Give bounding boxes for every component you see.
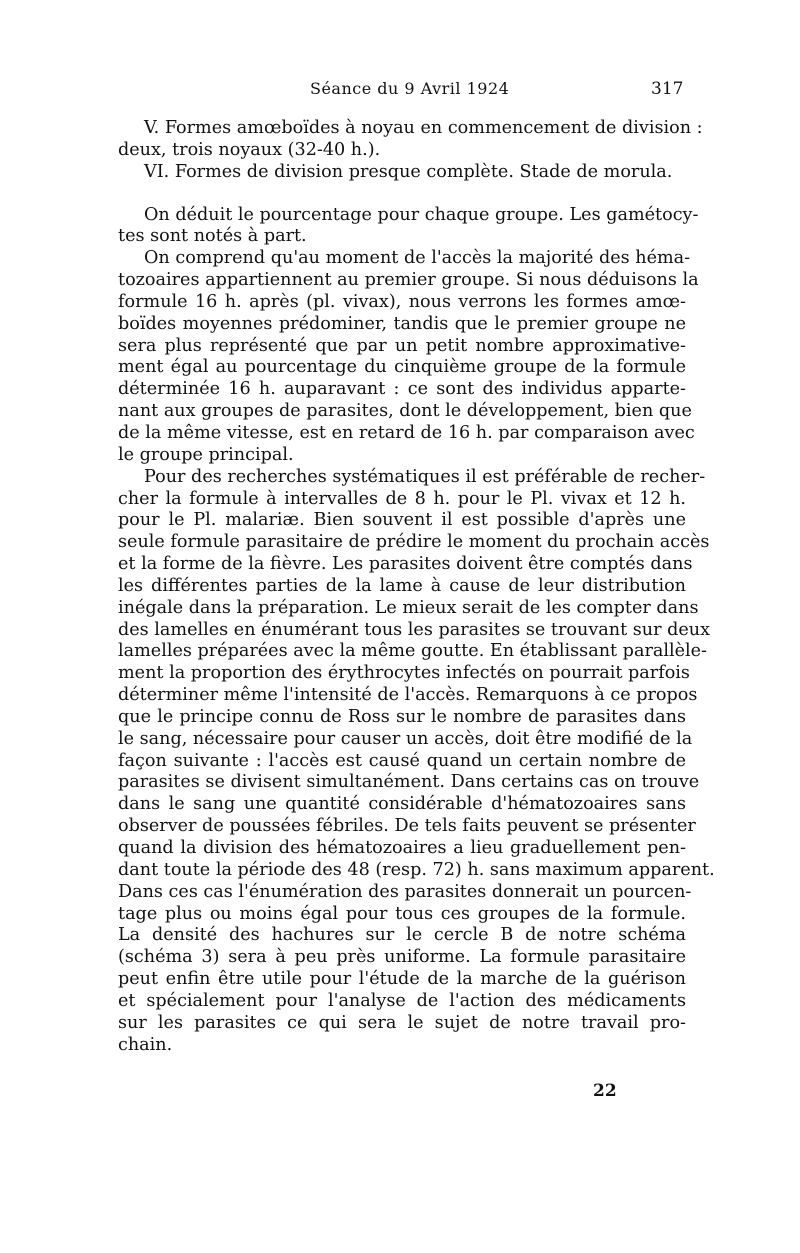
text-line: les différentes parties de la lame à cause de leur distribution [118, 575, 686, 596]
text-line: quand la division des hématozoaires a lieu graduellement pen- [118, 838, 686, 858]
text-line: tage plus ou moins égal pour tous ces groupes de la formule. [118, 903, 686, 924]
text-line: V. Formes amœboïdes à noyau en commencement de division : [144, 118, 703, 138]
text-line: On comprend qu'au moment de l'accès la majorité des héma- [144, 248, 691, 269]
text-line: observer de poussées fébriles. De tels faits peuvent se présenter [118, 816, 696, 837]
text-line: le groupe principal. [118, 444, 294, 465]
text-line: que le principe connu de Ross sur le nombre de parasites dans [118, 706, 686, 727]
text-line: tes sont notés à part. [118, 226, 307, 247]
text-line: lamelles préparées avec la même goutte. En établissant parallèle- [118, 641, 707, 662]
text-line: et la forme de la fièvre. Les parasites doivent être comptés dans [118, 554, 693, 575]
text-line: nant aux groupes de parasites, dont le développement, bien que [118, 401, 692, 422]
text-line: La densité des hachures sur le cercle B de notre schéma [118, 925, 686, 946]
text-line: ment égal au pourcentage du cinquième groupe de la formule [118, 357, 686, 378]
text-line: cher la formule à intervalles de 8 h. pour le Pl. vivax et 12 h. [118, 488, 686, 509]
paragraph-gap [118, 184, 686, 205]
text-line: dant toute la période des 48 (resp. 72) h. sans maximum apparent. [118, 859, 715, 880]
text-line: dans le sang une quantité considérable d'hématozoaires sans [118, 794, 686, 815]
text-line: peut enfin être utile pour l'étude de la marche de la guérison [118, 969, 686, 990]
text-line: inégale dans la préparation. Le mieux serait de les compter dans [118, 597, 699, 618]
text-line: formule 16 h. après (pl. vivax), nous verrons les formes amœ- [118, 291, 686, 312]
text-line: seule formule parasitaire de prédire le moment du prochain accès [118, 532, 710, 553]
text-line: des lamelles en énumérant tous les parasites se trouvant sur deux [118, 619, 711, 640]
text-line: tozoaires appartiennent au premier groupe. Si nous déduisons la [118, 270, 699, 291]
text-line: parasites se divisent simultanément. Dans certains cas on trouve [118, 772, 700, 793]
text-line: boïdes moyennes prédominer, tandis que le premier groupe ne [118, 313, 686, 334]
text-line: Dans ces cas l'énumération des parasites donnerait un pourcen- [118, 881, 692, 902]
body-text [118, 118, 715, 1056]
text-line: (schéma 3) sera à peu près uniforme. La formule parasitaire [118, 947, 686, 968]
text-line: On déduit le pourcentage pour chaque groupe. Les gamétocy- [144, 204, 699, 225]
text-line: ment la proportion des érythrocytes infectés on pourrait parfois [118, 663, 690, 684]
text-line: et spécialement pour l'analyse de l'action des médicaments [118, 990, 686, 1011]
text-line: déterminée 16 h. auparavant : ce sont des individus apparte- [118, 379, 686, 400]
page-number: 317 [651, 79, 684, 99]
text-line: façon suivante : l'accès est causé quand un certain nombre de [118, 750, 686, 771]
text-line: chain. [118, 1034, 173, 1055]
signature-mark: 22 [593, 1081, 617, 1101]
text-line: pour le Pl. malariæ. Bien souvent il est possible d'après une [118, 510, 686, 531]
text-line: sera plus représenté que par un petit nombre approximative- [118, 335, 686, 356]
text-line: de la même vitesse, est en retard de 16 h. par comparaison avec [118, 422, 695, 443]
text-line: sur les parasites ce qui sera le sujet de notre travail pro- [118, 1012, 686, 1033]
running-title: Séance du 9 Avril 1924 [310, 79, 510, 98]
text-line: deux, trois noyaux (32-40 h.). [118, 139, 381, 160]
text-line: le sang, nécessaire pour causer un accès, doit être modifié de la [118, 728, 693, 749]
text-line: VI. Formes de division presque complète. Stade de morula. [144, 161, 673, 182]
text-line: déterminer même l'intensité de l'accès. Remarquons à ce propos [118, 685, 698, 706]
text-line: Pour des recherches systématiques il est préférable de recher- [144, 466, 706, 487]
